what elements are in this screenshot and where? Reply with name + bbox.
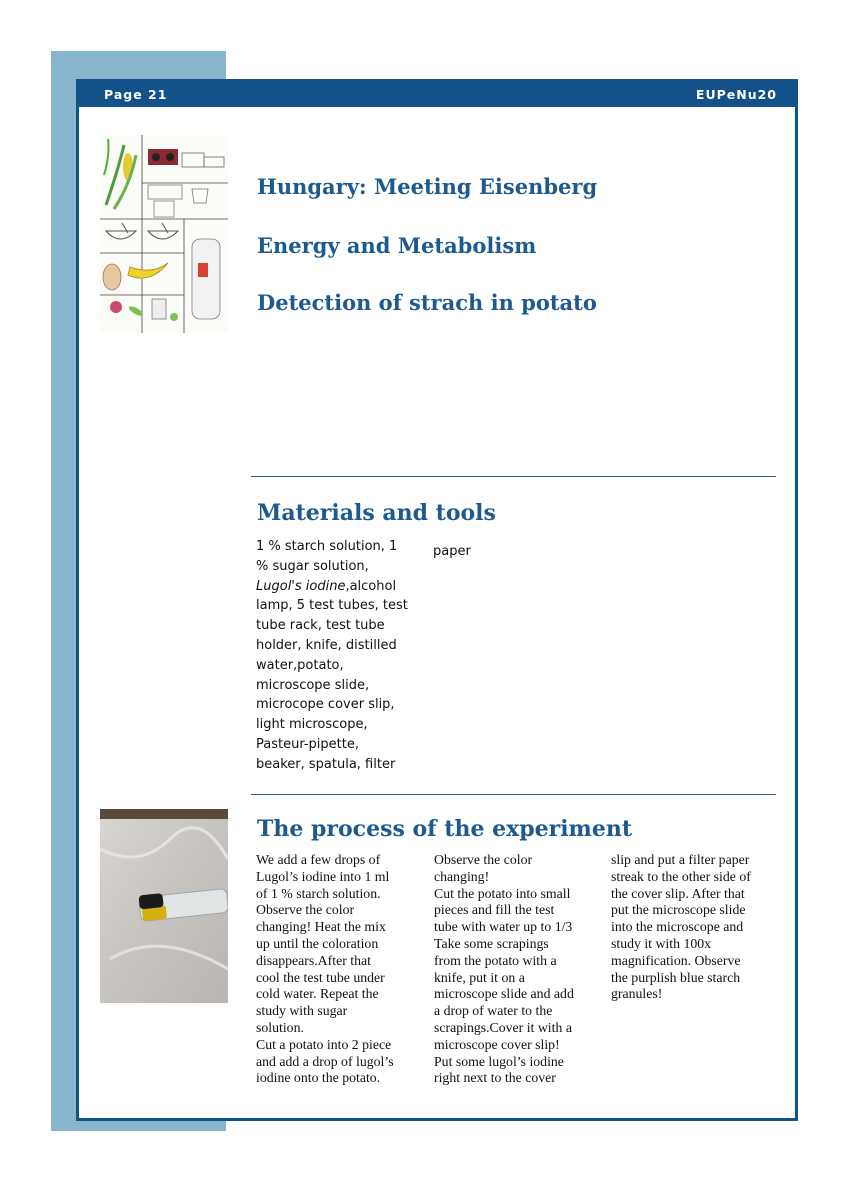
materials-column-1 [256,537,408,775]
process-line: Lugol’s iodine into 1 ml [256,868,390,884]
process-line: scrapings.Cover it with a [434,1019,572,1035]
divider [251,794,776,795]
materials-line: lamp, 5 test tubes, test [256,598,408,614]
materials-line: light microscope, [256,717,368,733]
process-line: We add a few drops of [256,852,381,867]
process-column-2 [434,852,604,1087]
process-line: the purplish blue starch [611,969,741,985]
process-line: Cut the potato into small [434,885,571,901]
page-frame [76,79,798,1121]
process-column-1 [256,852,426,1087]
process-line: granules! [611,986,663,1002]
materials-line: beaker, spatula, filter [256,756,396,772]
materials-heading: Materials and tools [257,500,496,526]
process-line: slip and put a filter paper [611,852,750,867]
process-line: disappears.After that [256,952,371,968]
process-line: a drop of water to the [434,1003,553,1019]
materials-line: water,potato, [256,657,344,673]
materials-line-rest: ,alcohol [345,578,397,594]
materials-line: 1 % starch solution, 1 [256,539,398,554]
materials-line: holder, knife, distilled [256,637,397,653]
process-line: microscope slide and add [434,986,574,1002]
process-line: streak to the other side of [611,868,751,884]
process-line: changing! Heat the mix [256,919,386,935]
materials-line: Pasteur-pipette, [256,736,359,752]
process-line: iodine onto the potato. [256,1070,381,1086]
process-line: Put some lugol’s iodine [434,1053,564,1069]
materials-line: paper [433,544,471,559]
page-number: Page 21 [104,87,168,102]
divider [251,476,776,477]
materials-line [256,577,408,597]
process-line: solution. [256,1019,304,1035]
materials-line: microscope slide, [256,677,370,693]
process-line: pieces and fill the test [434,902,555,918]
materials-line: % sugar solution, [256,558,369,574]
process-line: Cut a potato into 2 piece [256,1036,392,1052]
process-line: Take some scrapings [434,935,549,951]
process-line: into the microscope and [611,919,744,935]
page-header [79,82,795,107]
process-line: the cover slip. After that [611,885,745,901]
process-column-3 [611,852,781,1003]
process-line: from the potato with a [434,952,557,968]
test-tube-photo [100,809,228,1003]
materials-column-2 [433,542,471,562]
lugol-italic: Lugol's iodine [256,578,346,594]
process-line: cold water. Repeat the [256,986,379,1002]
materials-line: tube rack, test tube [256,618,385,634]
food-illustration [100,135,228,333]
topic-title: Energy and Metabolism [257,233,537,258]
process-line: magnification. Observe [611,952,741,968]
process-line: knife, put it on a [434,969,525,985]
process-line: tube with water up to 1/3 [434,919,573,935]
process-line: study it with 100x [611,935,712,951]
process-line: of 1 % starch solution. [256,885,381,901]
process-line: changing! [434,868,490,884]
process-line: up until the coloration [256,935,379,951]
materials-line: microcope cover slip, [256,697,395,713]
process-line: microscope cover slip! [434,1036,560,1052]
process-line: put the microscope slide [611,902,746,918]
process-heading: The process of the experiment [257,816,632,842]
process-line: study with sugar [256,1003,348,1019]
process-line: cool the test tube under [256,969,385,985]
process-line: right next to the cover [434,1070,556,1086]
process-line: and add a drop of lugol’s [256,1053,394,1069]
experiment-title: Detection of strach in potato [257,290,597,315]
meeting-title: Hungary: Meeting Eisenberg [257,174,598,199]
process-line: Observe the color [256,902,355,918]
newsletter-name: EUPeNu20 [695,87,777,102]
process-line: Observe the color [434,852,533,867]
